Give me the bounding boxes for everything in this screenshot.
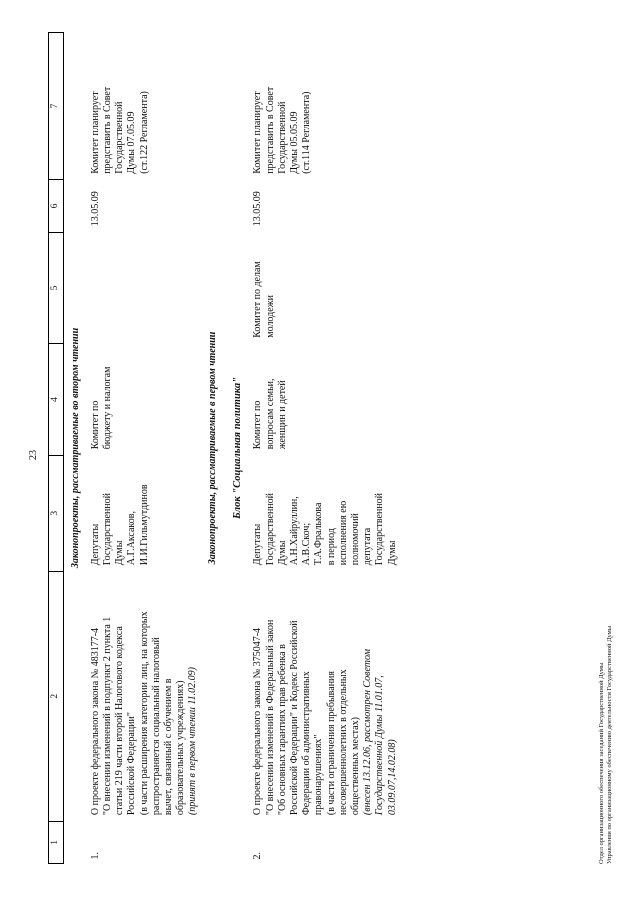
page-number: 23 (28, 450, 39, 460)
bill-line: "О внесении изменений в Федеральный закон (264, 619, 276, 816)
column-number: 4 (49, 344, 64, 456)
plan-line: Комитет планирует (89, 91, 101, 174)
plan-line: Комитет планирует (252, 91, 264, 174)
bill-line: общественных местах) (349, 717, 361, 816)
co-committee (88, 232, 202, 344)
plan-line: (ст.114 Регламента) (301, 91, 313, 174)
committee-line: Комитет по (252, 400, 264, 450)
author-line: исполнения ею (337, 500, 349, 566)
bill-authors (88, 455, 202, 571)
row-number: 1. (89, 852, 101, 860)
plan-line: Думы 05.05.09 (289, 111, 300, 174)
block-heading-social: Блок "Социальная политика" (231, 377, 243, 519)
bill-line: "О внесении изменений в подпункт 2 пункта 1 (101, 616, 113, 816)
column-number: 6 (49, 180, 64, 232)
co-committee-line: молодежи (264, 295, 276, 338)
review-date: 13.05.09 (252, 191, 264, 227)
bill-line: Российской Федерации" и Кодекс Российской (289, 620, 300, 816)
agenda-table (48, 32, 401, 864)
plan-note (88, 33, 202, 180)
footer-line: Управления по организационному обеспечению деятельности Государственной Думы (606, 625, 614, 864)
footer-line: Отдел организационного обеспечения заседаний Государственной Думы (598, 662, 605, 864)
author-line: Государственной (101, 492, 113, 566)
author-line: Депутаты (252, 523, 264, 566)
bill-note: 03.09.07,14.02.08) (386, 739, 398, 816)
section-heading-row (201, 33, 225, 864)
plan-line: Государственной (114, 101, 126, 174)
committee-line: вопросам семьи, (264, 378, 276, 450)
section-heading-second-reading: Законопроекты, рассматриваемые во втором чтении (69, 327, 81, 569)
author-line: Государственной (374, 492, 386, 566)
bill-line: (в части расширения категории лиц, на которых (138, 611, 150, 816)
bill-line: несовершеннолетних в отдельных (337, 669, 349, 816)
author-line: в период (325, 528, 337, 566)
author-line: Т.А.Фралькова (313, 502, 325, 566)
committee-line: Комитет по (89, 400, 101, 450)
author-line: Депутаты (89, 523, 101, 566)
bill-line: статьи 219 части второй Налогового кодекса (114, 626, 126, 816)
bill-line: "Об основных гарантиях прав ребенка в (276, 644, 288, 816)
block-heading-row (226, 33, 251, 864)
author-line: Думы (386, 540, 398, 566)
table-row (88, 33, 202, 864)
table-row (250, 33, 400, 864)
column-number: 7 (49, 33, 64, 180)
column-number: 3 (49, 455, 64, 571)
bill-line: правонарушениях" (313, 734, 325, 816)
bill-note: (внесен 13.12.06, рассмотрен Советом (362, 648, 374, 816)
bill-line: Федерации об административных (301, 671, 313, 816)
bill-line: вычет, связанный с обучением в (162, 678, 174, 816)
committee-line: женщин и детей (276, 380, 288, 450)
author-line: А.Г.Аксаков, (126, 511, 138, 566)
plan-line: Думы 07.05.09 (126, 111, 138, 174)
co-committee (250, 232, 400, 344)
bill-note: Государственной Думы 11.01.07, (374, 675, 386, 816)
author-line: Думы (114, 540, 126, 566)
responsible-committee (250, 344, 400, 456)
bill-description (250, 571, 400, 821)
section-heading-row (63, 33, 88, 864)
plan-line: представить в Совет (264, 86, 276, 174)
bill-authors (250, 455, 400, 571)
author-line: депутата (362, 527, 374, 566)
bill-note: (принят в первом чтении 11.02.09) (187, 666, 199, 816)
review-date: 13.05.09 (89, 191, 101, 227)
author-line: Государственной (264, 492, 276, 566)
bill-line: О проекте федерального закона № 375047-4 (252, 627, 264, 816)
plan-note (250, 33, 400, 180)
bill-line: О проекте федерального закона № 483177-4 (89, 627, 101, 816)
row-number: 2. (252, 852, 264, 860)
column-number: 1 (49, 821, 64, 863)
committee-line: бюджету и налогам (101, 366, 113, 450)
plan-line: представить в Совет (101, 86, 113, 174)
author-line: А.Н.Хайруллин, (289, 496, 300, 566)
co-committee-line: Комитет по делам (252, 261, 264, 338)
bill-description (88, 571, 202, 821)
bill-line: образовательных учреждениях) (175, 680, 187, 816)
responsible-committee (88, 344, 202, 456)
plan-line: Государственной (276, 101, 288, 174)
bill-line: распространяется социальный налоговый (150, 637, 162, 816)
plan-line: (ст.122 Регламента) (138, 91, 150, 174)
author-line: А.В.Скоч; (301, 522, 313, 566)
column-number: 2 (49, 571, 64, 821)
section-heading-first-reading: Законопроекты, рассматриваемые в первом чтении (207, 331, 219, 565)
author-line: Думы (276, 540, 288, 566)
column-number: 5 (49, 232, 64, 344)
bill-line: (в части ограничения пребывания (325, 671, 337, 816)
bill-line: Российской Федерации" (126, 712, 138, 816)
column-number-row (49, 33, 64, 864)
page-footer (598, 626, 615, 864)
author-line: И.И.Гильмутдинов (138, 484, 150, 566)
author-line: полномочий (349, 513, 361, 566)
